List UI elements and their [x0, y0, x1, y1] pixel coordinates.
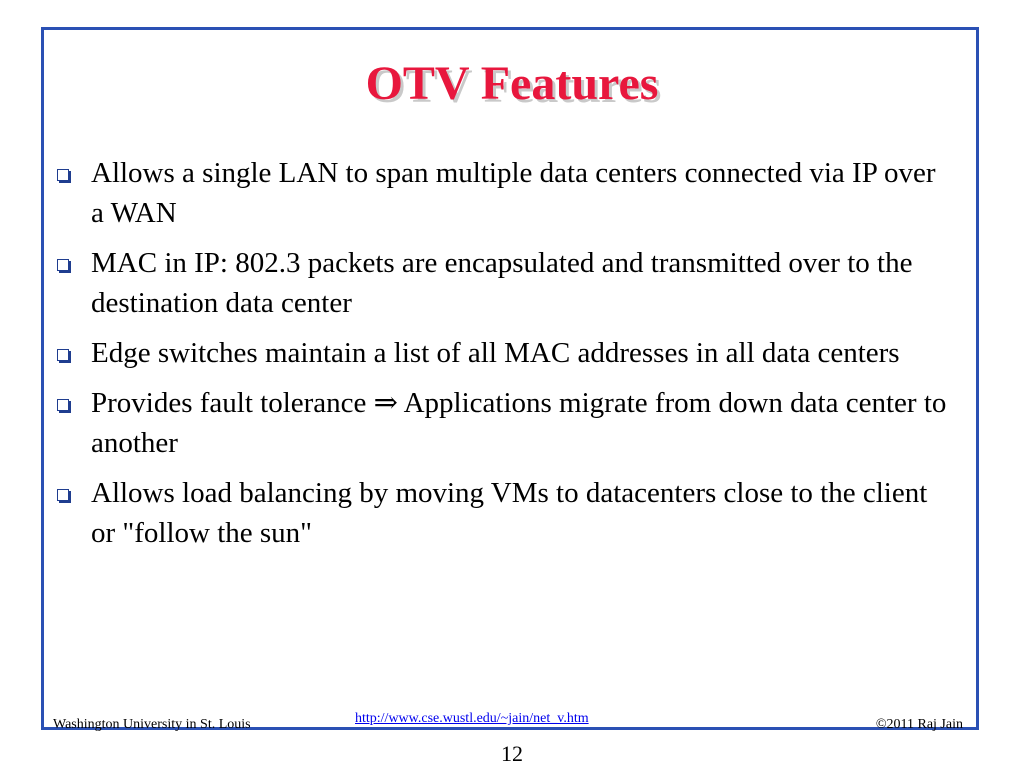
footer-institution: Washington University in St. Louis: [53, 717, 251, 732]
bullet-list: [52, 153, 952, 563]
hollow-square-bullet-icon: [57, 169, 69, 181]
footer-url-link[interactable]: http://www.cse.wustl.edu/~jain/net_v.htm: [355, 711, 589, 726]
bullet-text: Allows a single LAN to span multiple data centers connected via IP over a WAN: [91, 157, 936, 229]
bullet-text: Allows load balancing by moving VMs to datacenters close to the client or "follow the sun": [91, 477, 928, 549]
hollow-square-bullet-icon: [57, 349, 69, 361]
hollow-square-bullet-icon: [57, 259, 69, 271]
hollow-square-bullet-icon: [57, 489, 69, 501]
bullet-item: [52, 153, 952, 233]
hollow-square-bullet-icon: [57, 399, 69, 411]
bullet-item: [52, 243, 952, 323]
footer-copyright: ©2011 Raj Jain: [875, 717, 963, 732]
bullet-item: [52, 473, 952, 553]
bullet-text: Edge switches maintain a list of all MAC addresses in all data centers: [91, 337, 900, 369]
slide-title: OTV Features: [365, 57, 659, 110]
bullet-text: MAC in IP: 802.3 packets are encapsulated and transmitted over to the destination data center: [91, 247, 913, 319]
bullet-item: [52, 333, 952, 373]
bullet-text: Provides fault tolerance ⇒ Applications migrate from down data center to another: [91, 387, 947, 459]
page-number: 12: [501, 741, 523, 766]
bullet-item: [52, 383, 952, 463]
